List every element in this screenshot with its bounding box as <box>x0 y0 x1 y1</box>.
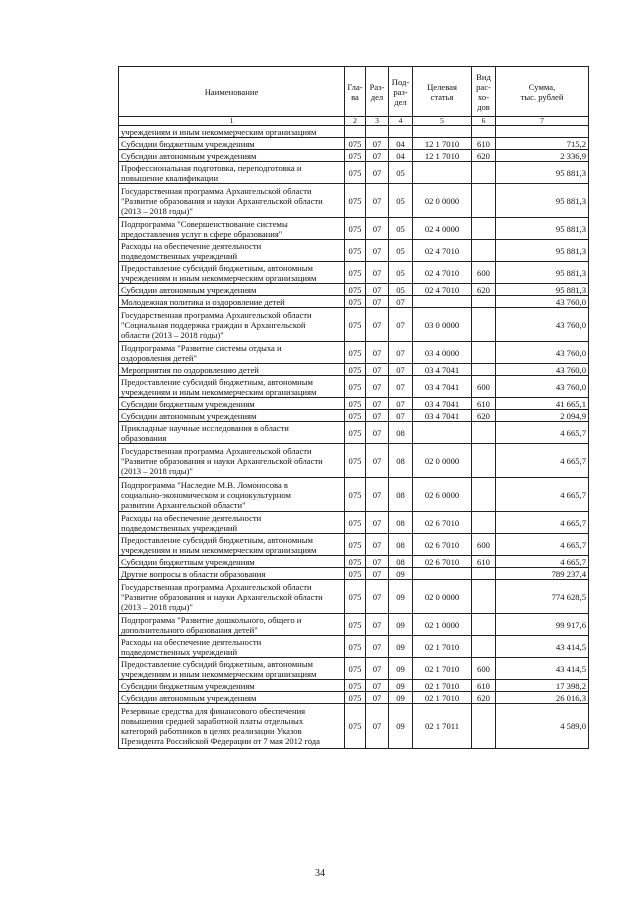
row-podrazdel: 09 <box>389 692 413 704</box>
row-celevaya: 03 4 7041 <box>413 376 472 398</box>
row-glava: 075 <box>345 262 366 284</box>
row-celevaya: 12 1 7010 <box>413 138 472 150</box>
row-glava: 075 <box>345 150 366 162</box>
row-celevaya <box>413 296 472 308</box>
row-vid <box>472 296 496 308</box>
row-name: Подпрограмма "Совершенствование системы предоставления услуг в сфере образования" <box>119 218 345 240</box>
row-name: Подпрограмма "Наследие М.В. Ломоносова в социально-экономическом и социокультурном развитии Архангельской области" <box>119 478 345 512</box>
row-vid <box>472 704 496 749</box>
table-row <box>119 534 589 556</box>
row-glava: 075 <box>345 376 366 398</box>
row-podrazdel: 05 <box>389 184 413 218</box>
row-summa: 4 589,0 <box>496 704 589 749</box>
row-vid <box>472 568 496 580</box>
row-glava: 075 <box>345 680 366 692</box>
row-celevaya: 02 4 0000 <box>413 218 472 240</box>
table-row <box>119 658 589 680</box>
table-row <box>119 162 589 184</box>
row-vid: 610 <box>472 680 496 692</box>
row-vid: 600 <box>472 262 496 284</box>
row-glava: 075 <box>345 704 366 749</box>
row-celevaya: 12 1 7010 <box>413 150 472 162</box>
table-row <box>119 296 589 308</box>
row-podrazdel: 08 <box>389 556 413 568</box>
row-razdel: 07 <box>366 342 389 364</box>
row-celevaya: 02 4 7010 <box>413 284 472 296</box>
row-glava: 075 <box>345 218 366 240</box>
row-vid <box>472 512 496 534</box>
table-row <box>119 556 589 568</box>
table-row <box>119 218 589 240</box>
row-celevaya <box>413 162 472 184</box>
row-vid: 600 <box>472 534 496 556</box>
table-row <box>119 376 589 398</box>
column-number: 2 <box>345 117 366 126</box>
row-celevaya: 02 4 7010 <box>413 262 472 284</box>
row-summa: 4 665,7 <box>496 512 589 534</box>
row-name: Предоставление субсидий бюджетным, автономным учреждениям и иным некоммерческим организациям <box>119 262 345 284</box>
row-glava <box>345 126 366 138</box>
row-razdel: 07 <box>366 556 389 568</box>
row-podrazdel: 07 <box>389 364 413 376</box>
row-podrazdel: 09 <box>389 580 413 614</box>
row-celevaya: 02 4 7010 <box>413 240 472 262</box>
row-celevaya <box>413 126 472 138</box>
row-summa: 4 665,7 <box>496 444 589 478</box>
row-podrazdel: 04 <box>389 138 413 150</box>
row-glava: 075 <box>345 614 366 636</box>
row-celevaya: 02 1 7010 <box>413 680 472 692</box>
row-glava: 075 <box>345 284 366 296</box>
row-summa: 95 881,3 <box>496 240 589 262</box>
row-podrazdel: 07 <box>389 342 413 364</box>
row-razdel: 07 <box>366 138 389 150</box>
row-vid <box>472 364 496 376</box>
row-celevaya: 02 1 7010 <box>413 692 472 704</box>
row-glava: 075 <box>345 240 366 262</box>
row-razdel: 07 <box>366 512 389 534</box>
table-row <box>119 568 589 580</box>
row-celevaya: 03 4 7041 <box>413 410 472 422</box>
row-summa: 26 016,3 <box>496 692 589 704</box>
row-summa: 43 414,5 <box>496 658 589 680</box>
row-celevaya: 03 4 0000 <box>413 342 472 364</box>
row-glava: 075 <box>345 658 366 680</box>
row-summa: 95 881,3 <box>496 284 589 296</box>
table-row <box>119 422 589 444</box>
row-summa: 2 336,9 <box>496 150 589 162</box>
table-row <box>119 184 589 218</box>
header-summa: Сумма, тыс. рублей <box>496 67 589 117</box>
column-number: 3 <box>366 117 389 126</box>
table-row <box>119 680 589 692</box>
row-name: Расходы на обеспечение деятельности подведомственных учреждений <box>119 512 345 534</box>
row-vid <box>472 184 496 218</box>
row-vid <box>472 162 496 184</box>
row-vid <box>472 126 496 138</box>
row-podrazdel: 07 <box>389 410 413 422</box>
table-row <box>119 150 589 162</box>
row-razdel <box>366 126 389 138</box>
row-podrazdel: 05 <box>389 218 413 240</box>
header-glava: Гла- ва <box>345 67 366 117</box>
row-vid <box>472 240 496 262</box>
budget-table <box>118 66 589 749</box>
row-celevaya: 02 1 7010 <box>413 658 472 680</box>
row-razdel: 07 <box>366 162 389 184</box>
row-podrazdel: 05 <box>389 284 413 296</box>
table-row <box>119 410 589 422</box>
row-glava: 075 <box>345 296 366 308</box>
row-razdel: 07 <box>366 614 389 636</box>
table-row <box>119 398 589 410</box>
table-row <box>119 262 589 284</box>
row-vid: 620 <box>472 692 496 704</box>
table-row <box>119 138 589 150</box>
row-celevaya: 02 6 0000 <box>413 478 472 512</box>
row-razdel: 07 <box>366 478 389 512</box>
row-summa <box>496 126 589 138</box>
header-celevaya: Целевая статья <box>413 67 472 117</box>
row-name: Государственная программа Архангельской области "Развитие образования и науки Архангельской области (2013 – 2018 годы)" <box>119 444 345 478</box>
row-razdel: 07 <box>366 240 389 262</box>
row-vid <box>472 614 496 636</box>
row-celevaya: 03 4 7041 <box>413 398 472 410</box>
row-vid: 600 <box>472 376 496 398</box>
header-razdel: Раз- дел <box>366 67 389 117</box>
row-glava: 075 <box>345 308 366 342</box>
row-summa: 95 881,3 <box>496 218 589 240</box>
table-row <box>119 478 589 512</box>
page-number: 34 <box>315 868 325 879</box>
row-razdel: 07 <box>366 218 389 240</box>
row-summa: 43 760,0 <box>496 342 589 364</box>
row-vid <box>472 218 496 240</box>
row-glava: 075 <box>345 342 366 364</box>
row-name: Другие вопросы в области образования <box>119 568 345 580</box>
row-celevaya: 02 0 0000 <box>413 580 472 614</box>
table-row <box>119 126 589 138</box>
row-summa: 789 237,4 <box>496 568 589 580</box>
row-name: Субсидии бюджетным учреждениям <box>119 138 345 150</box>
row-celevaya: 02 1 0000 <box>413 614 472 636</box>
row-podrazdel: 07 <box>389 308 413 342</box>
row-summa: 774 628,5 <box>496 580 589 614</box>
row-razdel: 07 <box>366 534 389 556</box>
row-razdel: 07 <box>366 568 389 580</box>
row-podrazdel: 05 <box>389 162 413 184</box>
row-glava: 075 <box>345 410 366 422</box>
row-vid: 620 <box>472 284 496 296</box>
row-glava: 075 <box>345 162 366 184</box>
row-summa: 95 881,3 <box>496 184 589 218</box>
table-row <box>119 284 589 296</box>
row-vid <box>472 422 496 444</box>
row-podrazdel: 08 <box>389 478 413 512</box>
row-podrazdel: 09 <box>389 614 413 636</box>
row-summa: 715,2 <box>496 138 589 150</box>
column-number: 7 <box>496 117 589 126</box>
row-razdel: 07 <box>366 296 389 308</box>
row-podrazdel: 09 <box>389 704 413 749</box>
row-podrazdel: 07 <box>389 398 413 410</box>
row-celevaya: 02 0 0000 <box>413 444 472 478</box>
row-name: Резервные средства для финансового обеспечения повышения средней заработной платы отдельных категорий работников в целях реализации Указов Президента Российской Федерации от 7 мая 2012 года <box>119 704 345 749</box>
row-razdel: 07 <box>366 150 389 162</box>
column-number: 5 <box>413 117 472 126</box>
row-name: Молодежная политика и оздоровление детей <box>119 296 345 308</box>
row-celevaya: 02 6 7010 <box>413 556 472 568</box>
row-summa: 43 760,0 <box>496 308 589 342</box>
row-glava: 075 <box>345 398 366 410</box>
row-summa: 95 881,3 <box>496 262 589 284</box>
row-name: Предоставление субсидий бюджетным, автономным учреждениям и иным некоммерческим организациям <box>119 534 345 556</box>
table-header-row <box>119 67 589 117</box>
row-celevaya <box>413 422 472 444</box>
row-celevaya: 03 4 7041 <box>413 364 472 376</box>
row-summa: 4 665,7 <box>496 478 589 512</box>
row-name: Государственная программа Архангельской области "Развитие образования и науки Архангельской области (2013 – 2018 годы)" <box>119 184 345 218</box>
row-glava: 075 <box>345 444 366 478</box>
row-podrazdel: 08 <box>389 534 413 556</box>
row-podrazdel: 08 <box>389 512 413 534</box>
row-razdel: 07 <box>366 184 389 218</box>
row-vid: 610 <box>472 556 496 568</box>
row-razdel: 07 <box>366 398 389 410</box>
row-summa: 43 760,0 <box>496 364 589 376</box>
row-name: Субсидии автономным учреждениям <box>119 284 345 296</box>
row-vid: 610 <box>472 398 496 410</box>
row-summa: 99 917,6 <box>496 614 589 636</box>
row-podrazdel: 09 <box>389 636 413 658</box>
row-celevaya <box>413 568 472 580</box>
row-name: Предоставление субсидий бюджетным, автономным учреждениям и иным некоммерческим организациям <box>119 376 345 398</box>
table-row <box>119 342 589 364</box>
row-vid <box>472 636 496 658</box>
row-razdel: 07 <box>366 284 389 296</box>
row-vid: 600 <box>472 658 496 680</box>
row-name: Субсидии автономным учреждениям <box>119 692 345 704</box>
row-name: Подпрограмма "Развитие системы отдыха и оздоровления детей" <box>119 342 345 364</box>
row-name: Государственная программа Архангельской области "Развитие образования и науки Архангельской области (2013 – 2018 годы)" <box>119 580 345 614</box>
table-row <box>119 512 589 534</box>
table-row <box>119 444 589 478</box>
row-podrazdel: 08 <box>389 422 413 444</box>
row-summa: 43 414,5 <box>496 636 589 658</box>
row-razdel: 07 <box>366 580 389 614</box>
row-glava: 075 <box>345 512 366 534</box>
row-celevaya: 02 1 7011 <box>413 704 472 749</box>
row-summa: 4 665,7 <box>496 556 589 568</box>
row-podrazdel: 09 <box>389 680 413 692</box>
row-name: Субсидии бюджетным учреждениям <box>119 680 345 692</box>
row-podrazdel: 05 <box>389 240 413 262</box>
row-glava: 075 <box>345 636 366 658</box>
row-name: Расходы на обеспечение деятельности подведомственных учреждений <box>119 240 345 262</box>
row-name: Субсидии бюджетным учреждениям <box>119 556 345 568</box>
row-vid <box>472 342 496 364</box>
row-vid: 610 <box>472 138 496 150</box>
row-glava: 075 <box>345 422 366 444</box>
row-glava: 075 <box>345 534 366 556</box>
row-name: Субсидии автономным учреждениям <box>119 150 345 162</box>
row-celevaya: 03 0 0000 <box>413 308 472 342</box>
row-name: Мероприятия по оздоровлению детей <box>119 364 345 376</box>
row-razdel: 07 <box>366 636 389 658</box>
header-name: Наименование <box>119 67 345 117</box>
row-summa: 4 665,7 <box>496 534 589 556</box>
row-summa: 4 665,7 <box>496 422 589 444</box>
column-number: 1 <box>119 117 345 126</box>
row-razdel: 07 <box>366 376 389 398</box>
row-name: Профессиональная подготовка, переподготовка и повышение квалификации <box>119 162 345 184</box>
row-name: Субсидии бюджетным учреждениям <box>119 398 345 410</box>
row-razdel: 07 <box>366 364 389 376</box>
row-name: Субсидии автономным учреждениям <box>119 410 345 422</box>
row-celevaya: 02 1 7010 <box>413 636 472 658</box>
row-razdel: 07 <box>366 692 389 704</box>
row-name: Расходы на обеспечение деятельности подведомственных учреждений <box>119 636 345 658</box>
row-razdel: 07 <box>366 658 389 680</box>
row-summa: 95 881,3 <box>496 162 589 184</box>
row-vid <box>472 444 496 478</box>
table-row <box>119 614 589 636</box>
row-vid <box>472 478 496 512</box>
row-summa: 43 760,0 <box>496 376 589 398</box>
row-name: Подпрограмма "Развитие дошкольного, общего и дополнительного образования детей" <box>119 614 345 636</box>
column-number: 6 <box>472 117 496 126</box>
row-razdel: 07 <box>366 308 389 342</box>
table-row <box>119 636 589 658</box>
row-podrazdel: 09 <box>389 568 413 580</box>
row-podrazdel: 04 <box>389 150 413 162</box>
row-vid: 620 <box>472 410 496 422</box>
table-row <box>119 308 589 342</box>
table-row <box>119 240 589 262</box>
row-celevaya: 02 0 0000 <box>413 184 472 218</box>
row-glava: 075 <box>345 580 366 614</box>
row-podrazdel: 07 <box>389 376 413 398</box>
row-glava: 075 <box>345 478 366 512</box>
row-razdel: 07 <box>366 262 389 284</box>
row-razdel: 07 <box>366 444 389 478</box>
header-vid: Вид рас- хо- дов <box>472 67 496 117</box>
table-row <box>119 580 589 614</box>
row-name: Прикладные научные исследования в области образования <box>119 422 345 444</box>
row-glava: 075 <box>345 556 366 568</box>
table-row <box>119 364 589 376</box>
row-razdel: 07 <box>366 704 389 749</box>
row-summa: 43 760,0 <box>496 296 589 308</box>
row-summa: 17 398,2 <box>496 680 589 692</box>
column-number: 4 <box>389 117 413 126</box>
row-podrazdel: 07 <box>389 296 413 308</box>
row-razdel: 07 <box>366 422 389 444</box>
row-name: учреждениям и иным некоммерческим организациям <box>119 126 345 138</box>
row-name: Предоставление субсидий бюджетным, автономным учреждениям и иным некоммерческим организациям <box>119 658 345 680</box>
row-vid <box>472 580 496 614</box>
row-podrazdel: 08 <box>389 444 413 478</box>
table-body <box>119 126 589 749</box>
row-glava: 075 <box>345 364 366 376</box>
row-razdel: 07 <box>366 680 389 692</box>
row-podrazdel <box>389 126 413 138</box>
row-celevaya: 02 6 7010 <box>413 534 472 556</box>
row-glava: 075 <box>345 184 366 218</box>
column-number-row <box>119 117 589 126</box>
row-summa: 41 665,1 <box>496 398 589 410</box>
row-vid: 620 <box>472 150 496 162</box>
row-vid <box>472 308 496 342</box>
row-razdel: 07 <box>366 410 389 422</box>
table-row <box>119 692 589 704</box>
header-podrazdel: Под- раз- дел <box>389 67 413 117</box>
row-glava: 075 <box>345 568 366 580</box>
row-summa: 2 094,9 <box>496 410 589 422</box>
row-podrazdel: 09 <box>389 658 413 680</box>
row-celevaya: 02 6 7010 <box>413 512 472 534</box>
row-glava: 075 <box>345 692 366 704</box>
row-name: Государственная программа Архангельской области "Социальная поддержка граждан в Архангельской области (2013 – 2018 годы)" <box>119 308 345 342</box>
row-glava: 075 <box>345 138 366 150</box>
row-podrazdel: 05 <box>389 262 413 284</box>
table-row <box>119 704 589 749</box>
